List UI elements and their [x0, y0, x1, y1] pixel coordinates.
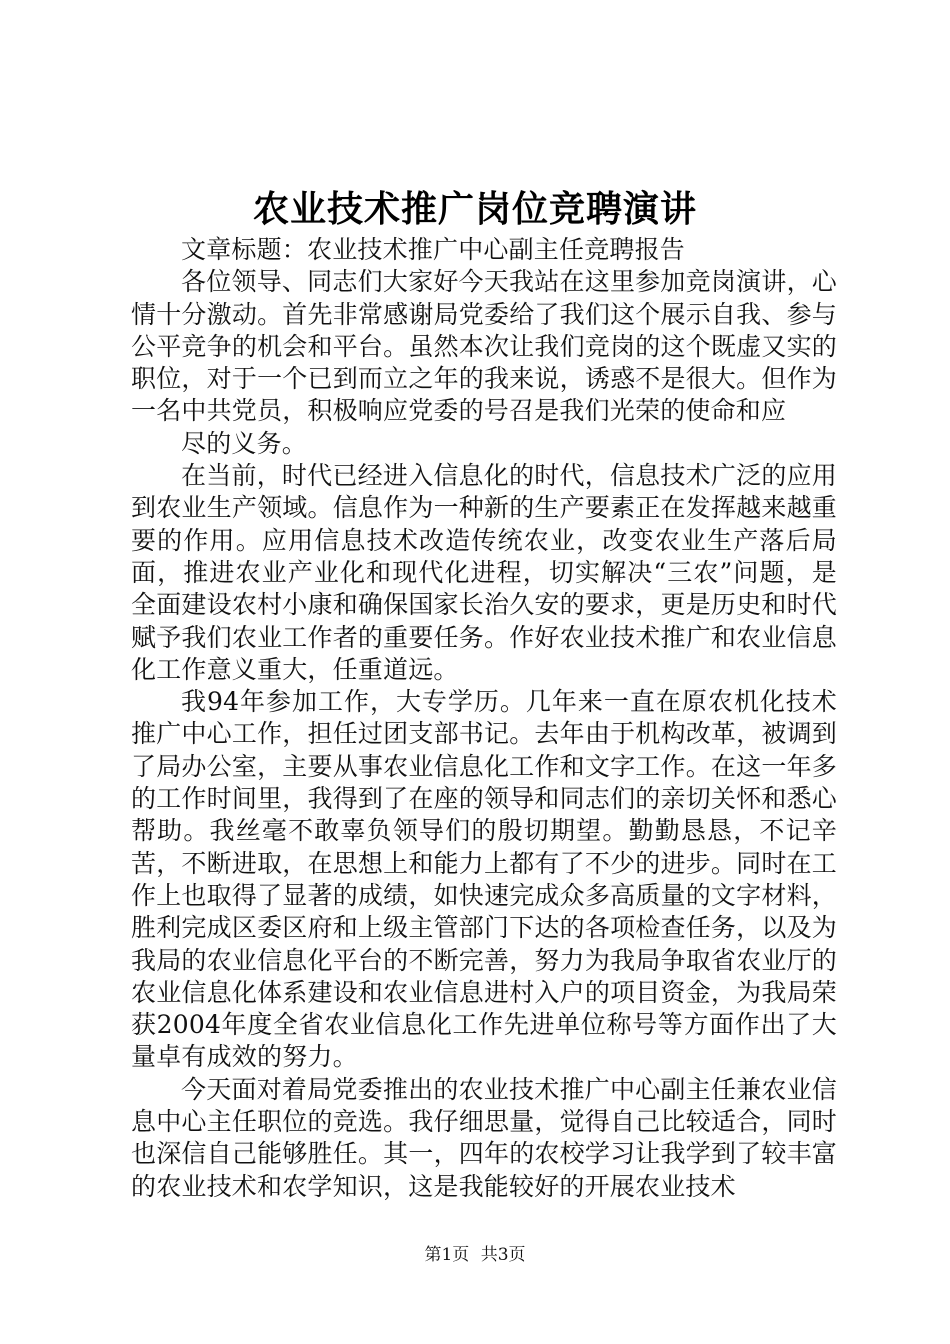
paragraph-information-era: 在当前，时代已经进入信息化的时代，信息技术广泛的应用到农业生产领域。信息作为一种新的生产要素正在发挥越来越重要的作用。应用信息技术改造传统农业，改变农业生产落后局面，推进农业产业化和现代化进程，切实解决“三农”问题，是全面建设农村小康和确保国家长治久安的要求，更是历史和时代赋予我们农业工作者的重要任务。作好农业技术推广和农业信息化工作意义重大，任重道远。	[131, 461, 837, 684]
page-total: 共3页	[480, 1245, 526, 1265]
document-body	[131, 234, 837, 1203]
paragraph-candidacy: 今天面对着局党委推出的农业技术推广中心副主任兼农业信息中心主任职位的竞选。我仔细思量，觉得自己比较适合，同时也深信自己能够胜任。其一，四年的农校学习让我学到了较丰富的农业技术和农学知识，这是我能较好的开展农业技术	[131, 1074, 837, 1201]
paragraph-duty: 尽的义务。	[181, 428, 308, 458]
paragraph-experience: 我94年参加工作，大专学历。几年来一直在原农机化技术推广中心工作，担任过团支部书记。去年由于机构改革，被调到了局办公室，主要从事农业信息化工作和文字工作。在这一年多的工作时间里，我得到了在座的领导和同志们的亲切关怀和悉心帮助。我丝毫不敢辜负领导们的殷切期望。勤勤恳恳，不记辛苦，不断进取，在思想上和能力上都有了不少的进步。同时在工作上也取得了显著的成绩，如快速完成众多高质量的文字材料，胜利完成区委区府和上级主管部门下达的各项检查任务，以及为我局的农业信息化平台的不断完善，努力为我局争取省农业厅的农业信息化体系建设和农业信息进村入户的项目资金，为我局荣获2004年度全省农业信息化工作先进单位称号等方面作出了大量卓有成效的努力。	[131, 687, 837, 1072]
page-footer	[0, 1243, 950, 1267]
document-title: 农业技术推广岗位竞聘演讲	[252, 188, 697, 230]
paragraph-greeting: 各位领导、同志们大家好今天我站在这里参加竞岗演讲，心情十分激动。首先非常感谢局党委给了我们这个展示自我、参与公平竞争的机会和平台。虽然本次让我们竞岗的这个既虚又实的职位，对于一个已到而立之年的我来说，诱惑不是很大。但作为一名中共党员，积极响应党委的号召是我们光荣的使命和应	[131, 267, 837, 426]
paragraph-article-title: 文章标题：农业技术推广中心副主任竞聘报告	[181, 235, 686, 264]
page-number: 第1页	[424, 1245, 470, 1265]
